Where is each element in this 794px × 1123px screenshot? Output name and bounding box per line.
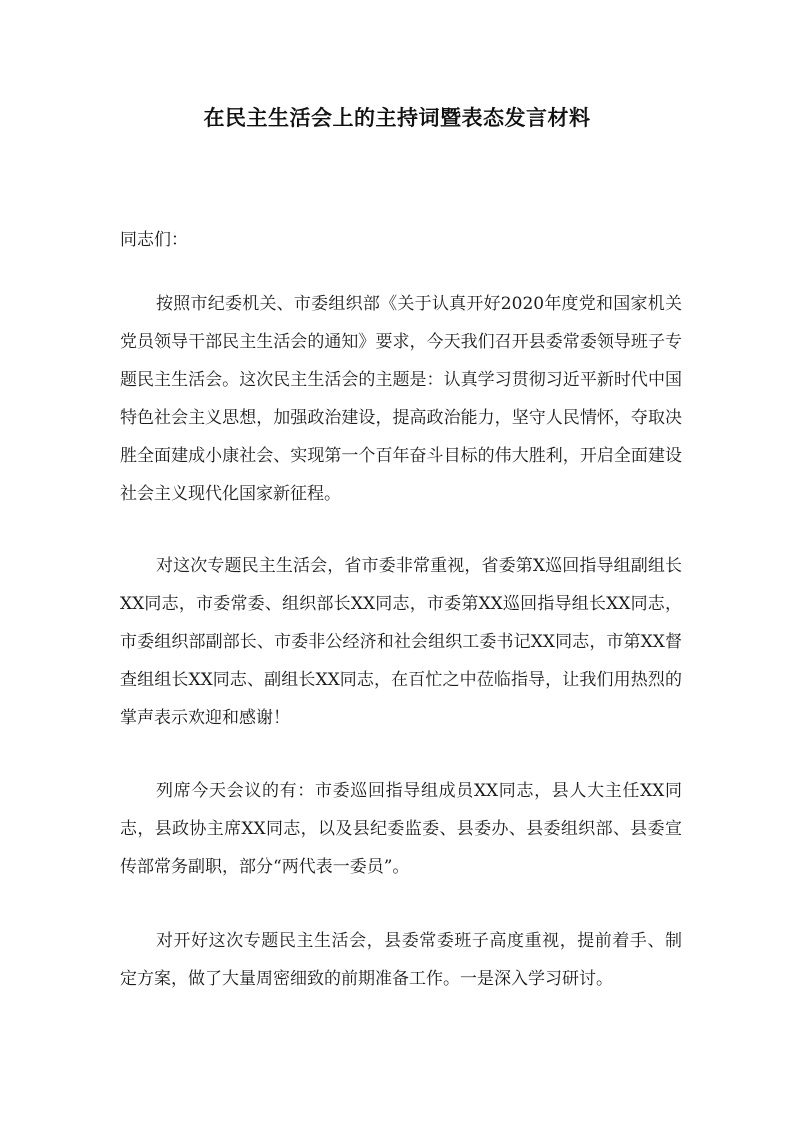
paragraph-2: 对这次专题民主生活会，省市委非常重视，省委第X巡回指导组副组长XX同志，市委常委、组织部长XX同志，市委第XX巡回指导组长XX同志，市委组织部副部长、市委非公经济和社会组织工委书记XX同志，市第XX督查组组长XX同志、副组长XX同志，在百忙之中莅临指导，让我们用热烈的掌声表示欢迎和感谢！ xyxy=(120,556,682,728)
paragraph-4: 对开好这次专题民主生活会，县委常委班子高度重视，提前着手、制定方案，做了大量周密细致的前期准备工作。一是深入学习研讨。 xyxy=(120,931,682,989)
paragraph-1: 按照市纪委机关、市委组织部《关于认真开好2020年度党和国家机关党员领导干部民主生活会的通知》要求，今天我们召开县委常委领导班子专题民主生活会。这次民主生活会的主题是：认真学习贯彻习近平新时代中国特色社会主义思想，加强政治建设，提高政治能力，坚守人民情怀，夺取决胜全面建成小康社会、实现第一个百年奋斗目标的伟大胜利，开启全面建设社会主义现代化国家新征程。 xyxy=(120,294,682,504)
paragraph-3: 列席今天会议的有：市委巡回指导组成员XX同志，县人大主任XX同志，县政协主席XX同志，以及县纪委监委、县委办、县委组织部、县委宣传部常务副职，部分“两代表一委员”。 xyxy=(120,781,682,877)
salutation: 同志们： xyxy=(120,230,188,250)
document-title: 在民主生活会上的主持词暨表态发言材料 xyxy=(203,106,591,130)
